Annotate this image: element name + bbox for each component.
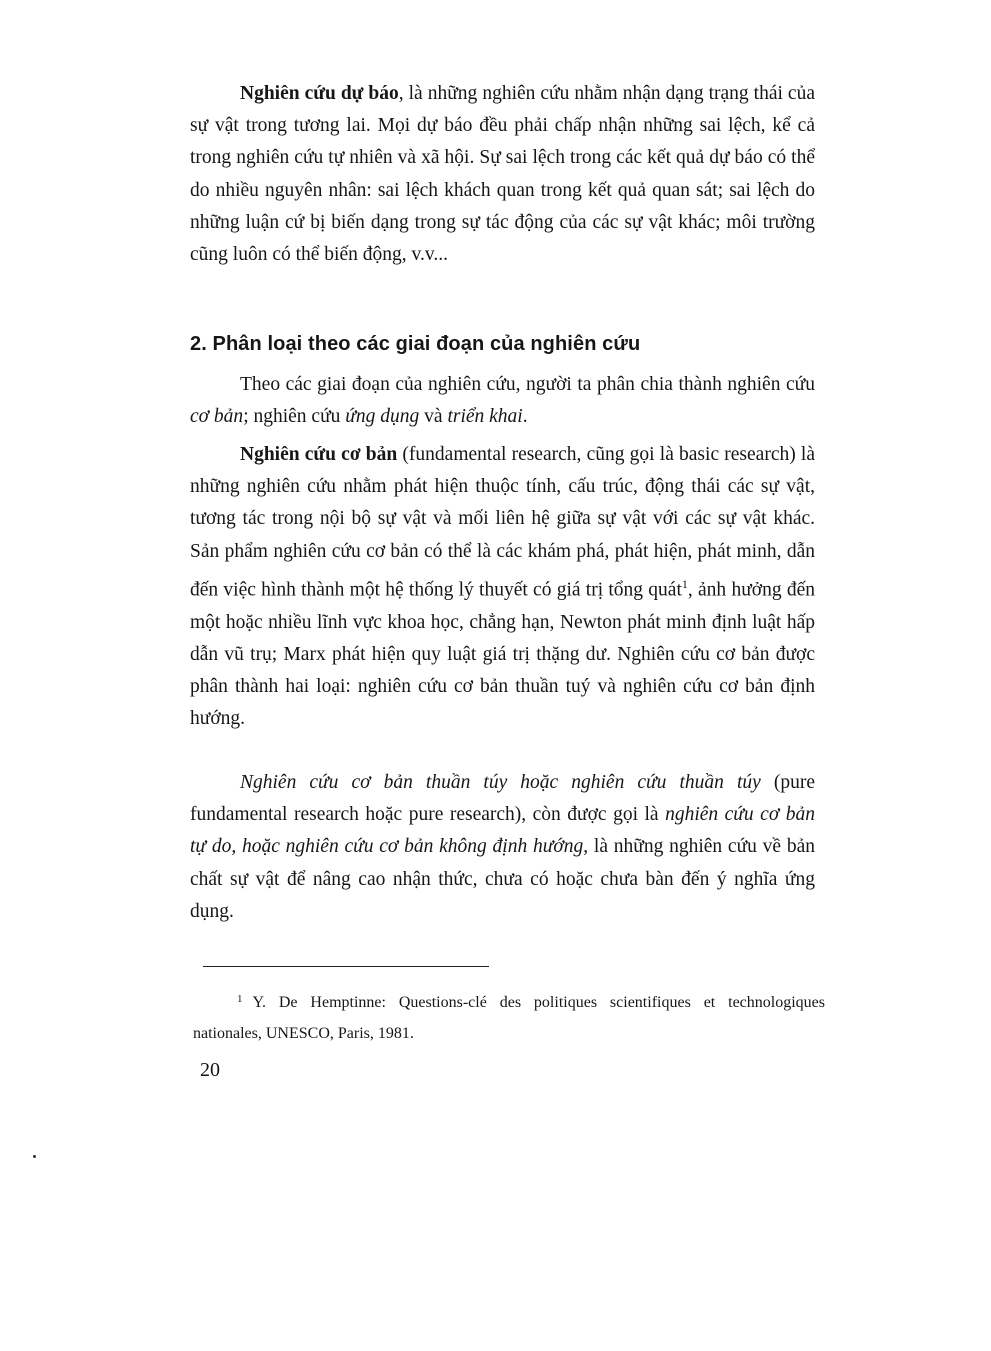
term-basic-research: Nghiên cứu cơ bản [240,444,398,465]
term-forecast-research: Nghiên cứu dự báo [240,83,399,104]
footnote-text: Y. De Hemptinne: Questions-clé des politiques scientifiques et technologiques nationales, UNESCO, Paris, 1981. [193,994,825,1042]
paragraph-text: ; nghiên cứu [243,406,346,428]
footnote-reference: 1 [681,576,688,591]
page-number: 20 [200,1059,220,1081]
paragraph-text: (pure fundamental research hoặc pure research), còn được gọi là [190,772,815,826]
paragraph-research-stages [190,369,815,433]
italic-term-applied: ứng dụng [345,406,420,428]
footnote-number: 1 [237,993,243,1005]
footnote-separator [203,966,489,967]
italic-term-free-research: nghiên cứu cơ bản tự do, hoặc nghiên cứu cơ bản không định hướng [190,804,815,858]
scan-speck [33,1155,36,1158]
paragraph-text: , là những nghiên cứu nhằm nhận dạng trạng thái của sự vật trong tương lai. Mọi dự báo đều phải chấp nhận những sai lệch, kể cả trong nghiên cứu tự nhiên và xã hội. Sự sai lệch trong các kết quả dự báo có thể do nhiều nguyên nhân: sai lệch khách quan trong kết quả quan sát; sai lệch do những luận cứ bị biến dạng trong sự tác động của các sự vật khác; môi trường cũng luôn có thể biến động, v.v... [190,83,815,266]
paragraph-pure-research [190,767,815,928]
paragraph-text: . [522,406,528,428]
italic-term-development: triển khai [447,406,523,428]
paragraph-forecast-research [190,78,815,271]
paragraph-text: , ảnh hưởng đến một hoặc nhiều lĩnh vực khoa học, chẳng hạn, Newton phát minh định luật hấp dẫn vũ trụ; Marx phát hiện quy luật giá trị thặng dư. Nghiên cứu cơ bản được phân thành hai loại: nghiên cứu cơ bản thuần tuý và nghiên cứu cơ bản định hướng. [190,579,815,730]
footnote [193,984,825,1049]
paragraph-text: Theo các giai đoạn của nghiên cứu, người ta phân chia thành nghiên cứu [240,374,815,395]
italic-term-basic: cơ bản [190,406,244,428]
paragraph-text: và [419,406,448,428]
paragraph-text: (fundamental research, cũng gọi là basic research) là những nghiên cứu nhằm phát hiện thuộc tính, cấu trúc, động thái các sự vật, tương tác trong nội bộ sự vật và mối liên hệ giữa sự vật với các sự vật khác. Sản phẩm nghiên cứu cơ bản có thể là các khám phá, phát hiện, phát minh, dẫn đến việc hình thành một hệ thống lý thuyết có giá trị tổng quát [190,444,815,601]
paragraph-text: , là những nghiên cứu về bản chất sự vật để nâng cao nhận thức, chưa có hoặc chưa bàn đến ý nghĩa ứng dụng. [190,836,816,922]
paragraph-basic-research [190,439,815,735]
italic-term-pure-research: Nghiên cứu cơ bản thuần túy hoặc nghiên cứu thuần túy [240,772,761,793]
section-heading: 2. Phân loại theo các giai đoạn của nghiên cứu [190,333,641,355]
